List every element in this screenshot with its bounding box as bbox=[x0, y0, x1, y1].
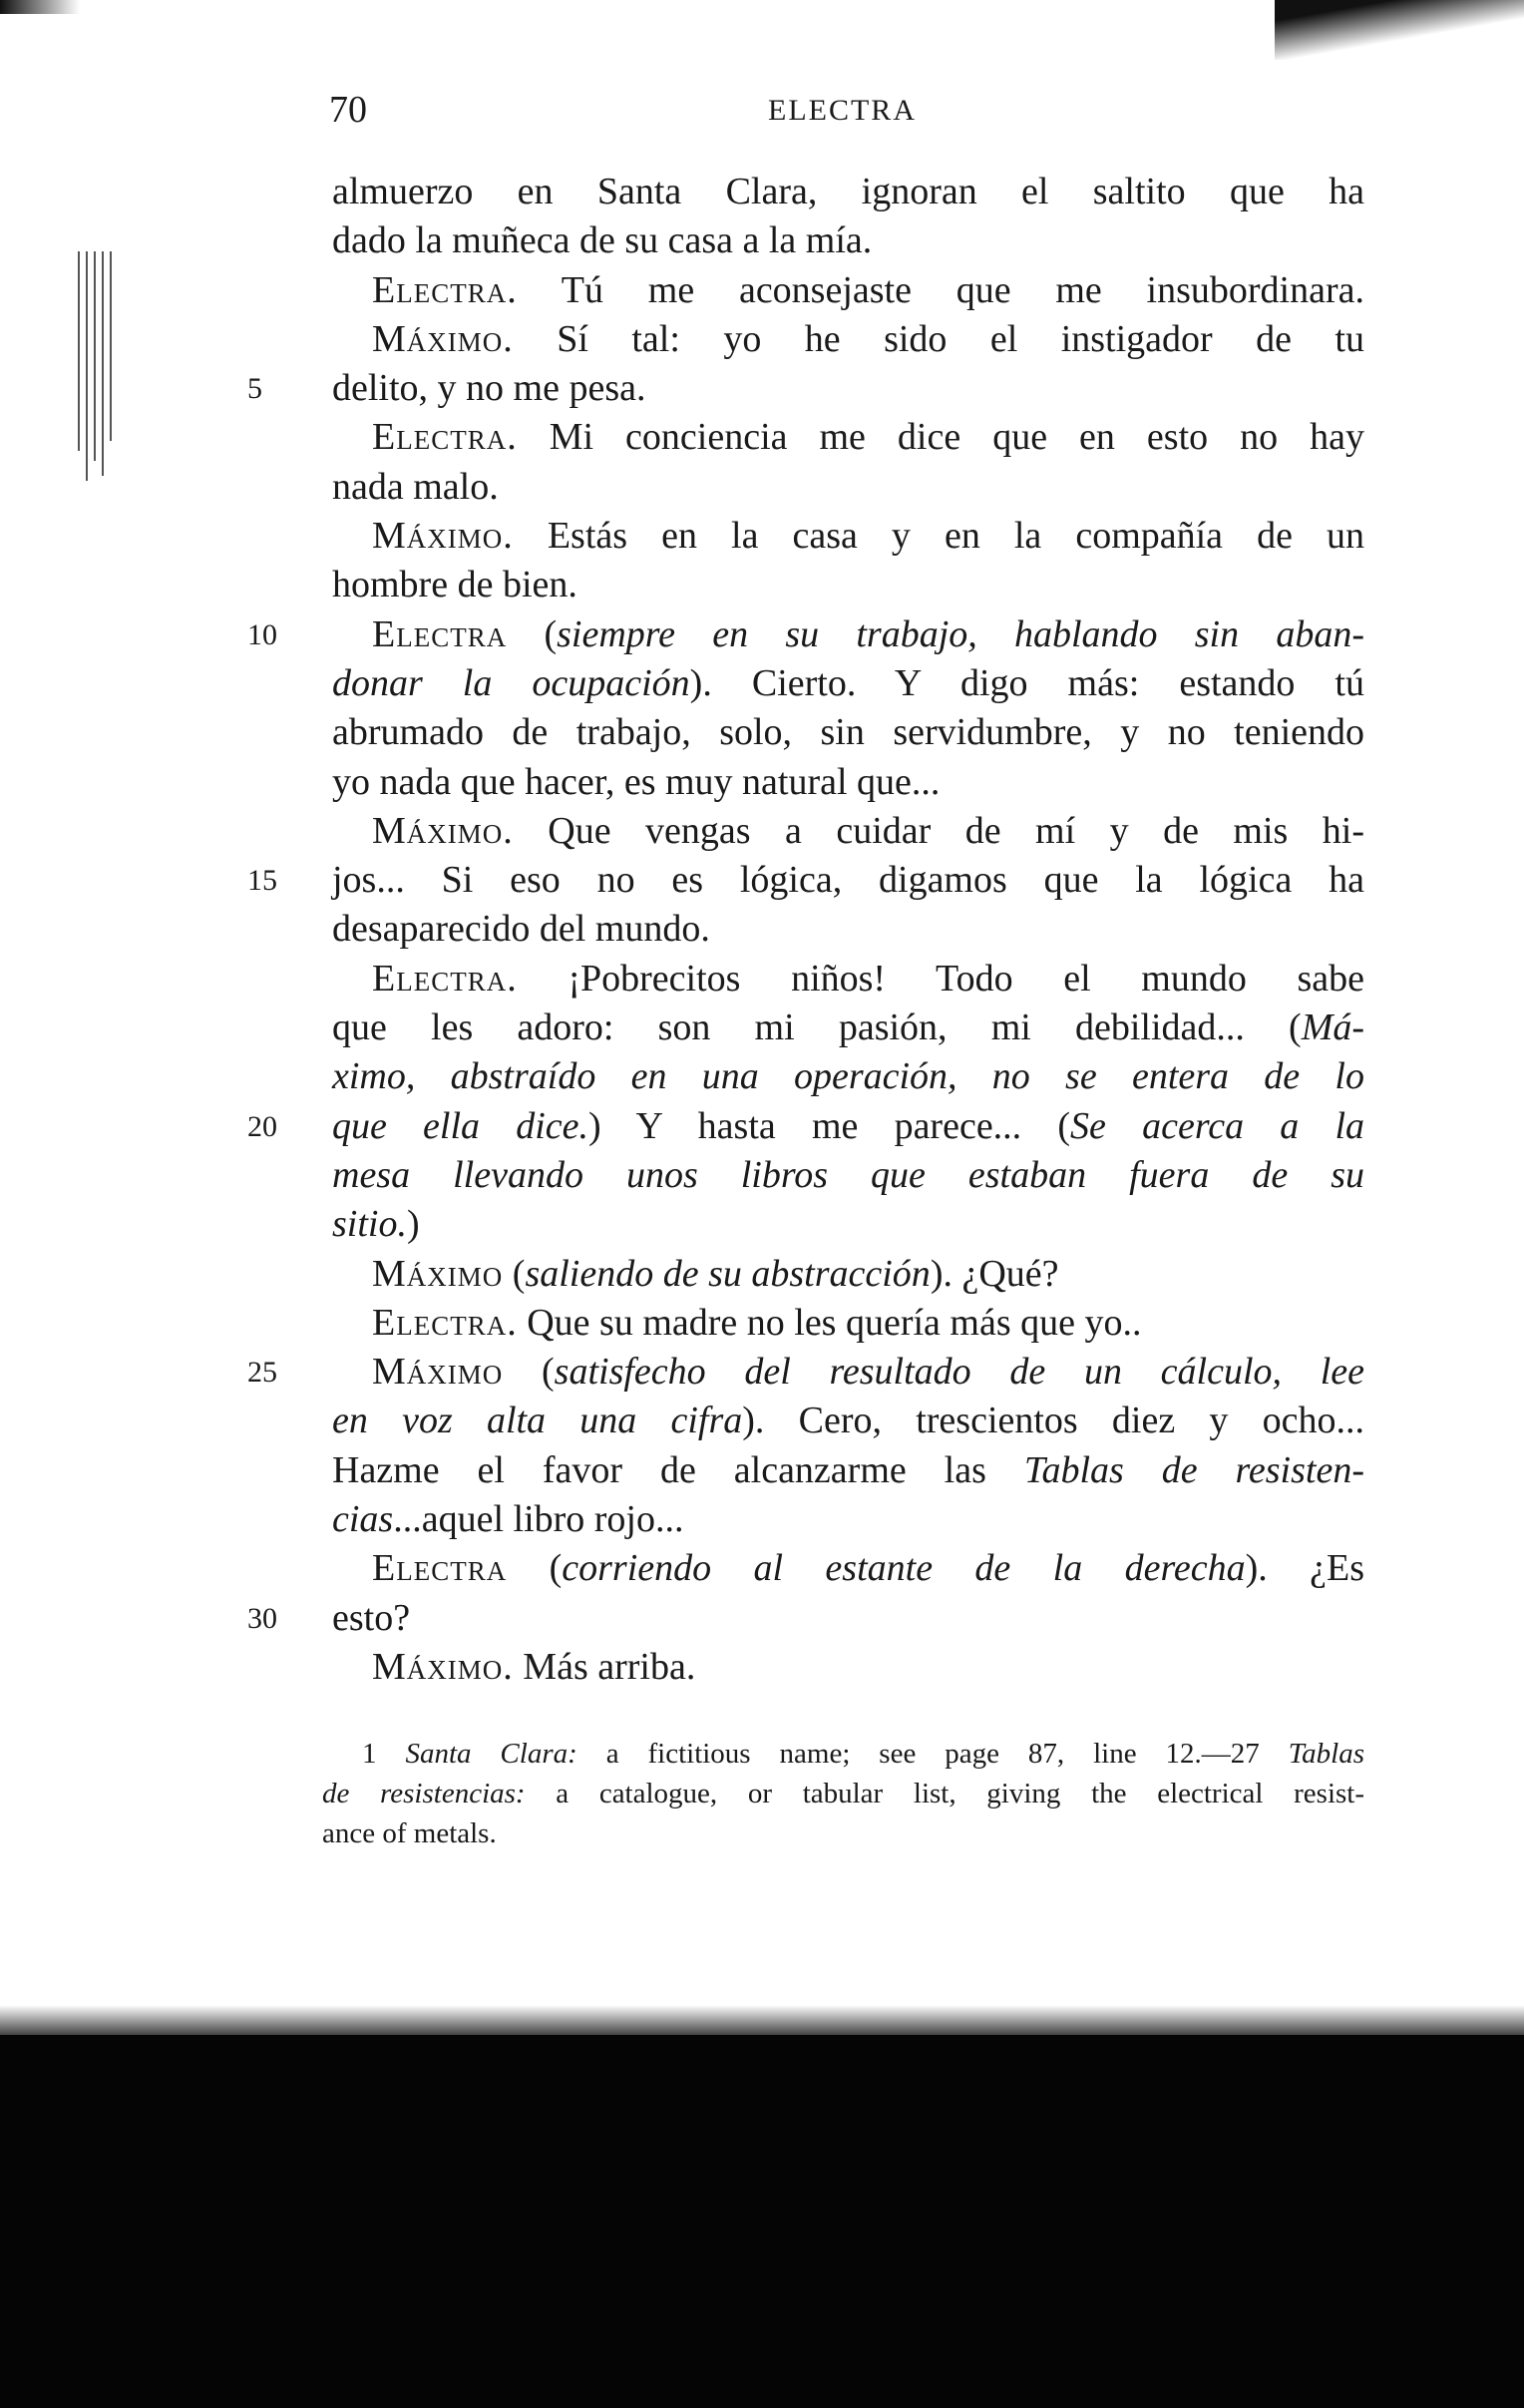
text-line: donar la ocupación). Cierto. Y digo más: estando tú bbox=[332, 661, 1364, 704]
text-line: mesa llevando unos libros que estaban fuera de su bbox=[332, 1153, 1364, 1196]
scan-bottom-band bbox=[0, 2035, 1524, 2408]
running-title: ELECTRA bbox=[768, 94, 917, 127]
text-line: desaparecido del mundo. bbox=[332, 908, 710, 951]
text-line: dado la muñeca de su casa a la mía. bbox=[332, 219, 873, 262]
text-line: Máximo. Más arriba. bbox=[372, 1645, 696, 1688]
text-line: Hazme el favor de alcanzarme las Tablas de resisten- bbox=[332, 1448, 1364, 1491]
text-line: nada malo. bbox=[332, 465, 499, 508]
text-line: abrumado de trabajo, solo, sin servidumbre, y no teniendo bbox=[332, 711, 1364, 754]
text-line: que ella dice.) Y hasta me parece... (Se acerca a la 20 bbox=[332, 1102, 1364, 1151]
line-number: 25 bbox=[247, 1356, 277, 1390]
footnote-line: de resistencias: a catalogue, or tabular list, giving the electrical resist- bbox=[322, 1778, 1364, 1809]
line-number: 30 bbox=[247, 1601, 277, 1635]
text-line: sitio.) bbox=[332, 1203, 420, 1246]
text-line: en voz alta una cifra). Cero, trescientos diez y ocho... bbox=[332, 1400, 1365, 1442]
text-line: Electra (siempre en su trabajo, hablando sin aban- 10 bbox=[332, 610, 1364, 659]
binding-marks bbox=[72, 251, 132, 481]
text-line: Electra. Que su madre no les quería más que yo.. bbox=[372, 1301, 1142, 1344]
footnotes bbox=[322, 1734, 1364, 1853]
scan-shadow-top-left bbox=[0, 0, 80, 14]
text-line: cias...aquel libro rojo... bbox=[332, 1498, 684, 1541]
text-line: hombre de bien. bbox=[332, 564, 577, 606]
page-number: 70 bbox=[329, 89, 367, 131]
footnote-line: 1 Santa Clara: a fictitious name; see page 87, line 12.—27 Tablas bbox=[362, 1738, 1365, 1770]
text-line: Electra. ¡Pobrecitos niños! Todo el mundo sabe bbox=[372, 957, 1364, 1000]
text-line: Máximo. Sí tal: yo he sido el instigador de tu bbox=[372, 317, 1364, 360]
text-line: Máximo. Que vengas a cuidar de mí y de mis hi- bbox=[372, 809, 1364, 852]
text-line: Electra. Mi conciencia me dice que en esto no hay bbox=[372, 416, 1364, 459]
text-line: jos... Si eso no es lógica, digamos que la lógica ha 15 bbox=[332, 856, 1364, 905]
text-line: que les adoro: son mi pasión, mi debilidad... (Má- bbox=[332, 1006, 1364, 1049]
line-number: 10 bbox=[247, 617, 277, 651]
text-line: Electra (corriendo al estante de la derecha). ¿Es bbox=[372, 1547, 1364, 1590]
body-text bbox=[247, 168, 1365, 1692]
line-number: 5 bbox=[247, 372, 262, 406]
text-line: esto? 30 bbox=[332, 1594, 1364, 1643]
footnote-line: ance of metals. bbox=[322, 1817, 497, 1849]
text-line: Máximo (saliendo de su abstracción). ¿Qué? bbox=[372, 1252, 1059, 1295]
line-number: 20 bbox=[247, 1109, 277, 1143]
text-line: almuerzo en Santa Clara, ignoran el saltito que ha bbox=[332, 171, 1364, 212]
text-line: Electra. Tú me aconsejaste que me insubordinara. bbox=[372, 268, 1364, 311]
text-line: yo nada que hacer, es muy natural que... bbox=[332, 760, 941, 803]
text-line: delito, y no me pesa. 5 bbox=[332, 364, 1364, 413]
text-line: Máximo. Estás en la casa y en la compañía de un bbox=[372, 515, 1364, 558]
page-header bbox=[329, 88, 1366, 134]
text-line: Máximo (satisfecho del resultado de un cálculo, lee 25 bbox=[332, 1348, 1364, 1397]
text-line: ximo, abstraído en una operación, no se entera de lo bbox=[332, 1055, 1364, 1098]
scan-shadow-top-right bbox=[1275, 0, 1524, 60]
line-number: 15 bbox=[247, 864, 277, 898]
